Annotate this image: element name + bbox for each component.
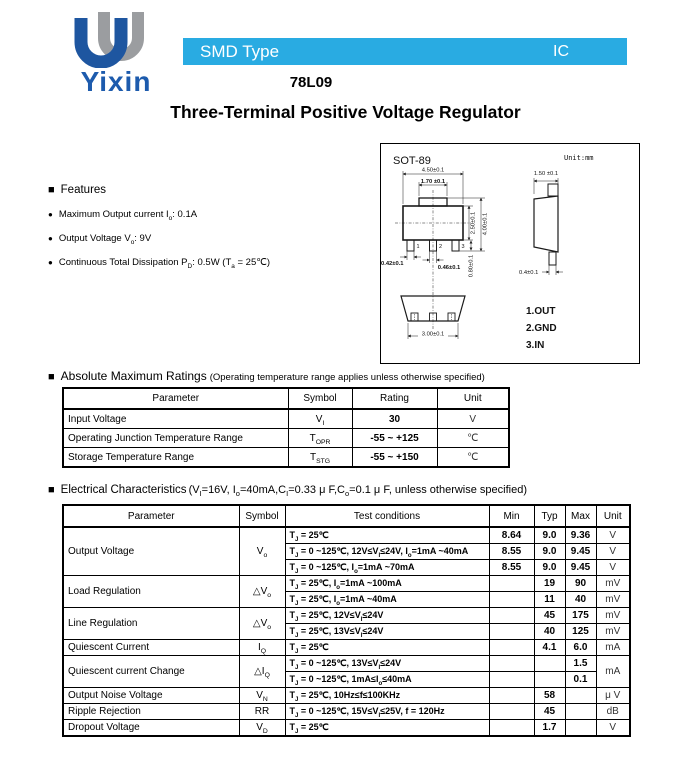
max-cell: 9.36 — [565, 527, 596, 544]
lead1 — [407, 240, 414, 251]
list-item — [48, 209, 378, 220]
amr-heading-note: (Operating temperature range applies unless otherwise specified) — [209, 372, 485, 383]
col-typ: Typ — [534, 505, 565, 527]
symbol-cell: $\triangle V_o$ — [239, 608, 285, 640]
dim-top-width: 4.50±0.1 — [421, 167, 445, 174]
min-cell: 8.64 — [489, 527, 534, 544]
param-cell: Input Voltage — [63, 409, 288, 429]
param-cell: Line Regulation — [63, 608, 239, 640]
max-cell — [565, 704, 596, 720]
side-tab — [548, 184, 558, 196]
rating-cell: -55 ~ +150 — [352, 448, 437, 468]
unit-cell: V — [596, 720, 630, 737]
package-drawing-icon — [381, 144, 637, 361]
electrical-characteristics-table — [62, 504, 631, 737]
param-cell: Output Voltage — [63, 527, 239, 576]
table-row — [63, 640, 630, 656]
unit-cell: mV — [596, 576, 630, 592]
typ-cell: 58 — [534, 688, 565, 704]
param-cell: Quiescent Current — [63, 640, 239, 656]
cond-cell: $T_J = 0$ ~125℃, $I_o=1mA$ ~70mA — [285, 560, 489, 576]
table-row — [63, 704, 630, 720]
ec-heading-label: Electrical Characteristics — [60, 484, 187, 496]
typ-cell: 40 — [534, 624, 565, 640]
col-symbol: Symbol — [239, 505, 285, 527]
cond-cell: $T_J$ = 25℃ — [285, 640, 489, 656]
symbol-cell: $I_Q$ — [239, 640, 285, 656]
dim-center-lead-width: 0.46±0.1 — [437, 265, 461, 271]
param-cell: Quiescent current Change — [63, 656, 239, 688]
symbol-cell: $\triangle V_o$ — [239, 576, 285, 608]
unit-cell: dB — [596, 704, 630, 720]
cond-cell: $T_J = 0$ ~125℃, $1mA\le I_o\le 40mA$ — [285, 672, 489, 688]
table-row — [63, 720, 630, 737]
symbol-cell: $V_o$ — [239, 527, 285, 576]
min-cell — [489, 704, 534, 720]
typ-cell: 45 — [534, 704, 565, 720]
header-banner — [183, 38, 627, 65]
param-cell: Operating Junction Temperature Range — [63, 429, 288, 448]
lead3 — [452, 240, 459, 251]
table-header-row — [63, 388, 509, 409]
unit-cell: V — [596, 560, 630, 576]
max-cell: 90 — [565, 576, 596, 592]
max-cell: 125 — [565, 624, 596, 640]
symbol-cell: $T_{OPR}$ — [288, 429, 352, 448]
symbol-cell: $V_I$ — [288, 409, 352, 429]
unit-cell: mV — [596, 608, 630, 624]
dim-bottom-width: 3.00±0.1 — [421, 331, 445, 338]
table-header-row — [63, 505, 630, 527]
param-cell: Storage Temperature Range — [63, 448, 288, 468]
package-diagram — [380, 143, 640, 364]
unit-cell: mA — [596, 640, 630, 656]
logo-wordmark: Yixin — [80, 66, 152, 97]
side-body — [534, 196, 558, 252]
cond-cell: $T_J$ = 25℃, $I_o=1mA$ ~100mA — [285, 576, 489, 592]
max-cell: 0.1 — [565, 672, 596, 688]
table-row — [63, 448, 509, 468]
col-unit: Unit — [596, 505, 630, 527]
cond-cell: $T_J = 0$ ~125℃, $13V\le V_I\le 24V$ — [285, 656, 489, 672]
features-heading — [48, 184, 378, 196]
max-cell: 9.45 — [565, 560, 596, 576]
feature-text: Continuous Total Dissipation $P_D$: 0.5W ($T_a$ = 25℃) — [58, 257, 271, 270]
section-square-icon: ■ — [48, 371, 55, 383]
typ-cell: 1.7 — [534, 720, 565, 737]
typ-cell — [534, 656, 565, 672]
typ-cell: 9.0 — [534, 560, 565, 576]
ec-heading-note: ($V_I=16V$, $I_o=40mA,C_I=0.33$ μ $F,C_o=0.1$ μ F, unless otherwise specified) — [188, 484, 527, 499]
table-row — [63, 527, 630, 544]
feature-text: Output Voltage $V_o$: 9V — [58, 233, 152, 246]
package-name: SOT-89 — [393, 155, 431, 167]
symbol-cell: $V_D$ — [239, 720, 285, 737]
section-square-icon: ■ — [48, 184, 55, 196]
min-cell — [489, 720, 534, 737]
table-row — [63, 429, 509, 448]
param-cell: Dropout Voltage — [63, 720, 239, 737]
bullet-icon: ● — [48, 234, 53, 243]
unit-cell: ℃ — [437, 429, 509, 448]
min-cell — [489, 640, 534, 656]
cond-cell: $T_J$ = 25℃ — [285, 527, 489, 544]
cond-cell: $T_J = 0$ ~125℃, $15V\le V_I\le 25V$, f = 120Hz — [285, 704, 489, 720]
max-cell: 9.45 — [565, 544, 596, 560]
min-cell — [489, 592, 534, 608]
dim-lead-length: 0.80±0.1 — [468, 254, 475, 278]
pin-number: 3 — [461, 244, 465, 250]
pin-number: 2 — [439, 244, 443, 250]
max-cell — [565, 688, 596, 704]
yixin-logo-icon — [59, 8, 174, 68]
list-item — [48, 233, 378, 244]
unit-cell: mV — [596, 624, 630, 640]
pin-assignment: 2.GND — [526, 323, 557, 334]
cond-cell: $T_J$ = 25℃, $12V\le V_I\le 24V$ — [285, 608, 489, 624]
min-cell — [489, 672, 534, 688]
pin-number: 1 — [416, 244, 420, 250]
param-cell: Load Regulation — [63, 576, 239, 608]
rating-cell: -55 ~ +125 — [352, 429, 437, 448]
bullet-icon: ● — [48, 258, 53, 267]
banner-ic-label: IC — [553, 42, 569, 60]
dim-lead-width: 0.42±0.1 — [381, 261, 404, 267]
col-test-conditions: Test conditions — [285, 505, 489, 527]
ec-heading — [48, 484, 527, 499]
typ-cell: 9.0 — [534, 544, 565, 560]
dim-side-width: 1.50 ±0.1 — [533, 171, 559, 177]
col-unit: Unit — [437, 388, 509, 409]
col-min: Min — [489, 505, 534, 527]
bullet-icon: ● — [48, 210, 53, 219]
symbol-cell: $V_N$ — [239, 688, 285, 704]
typ-cell: 11 — [534, 592, 565, 608]
param-cell: Output Noise Voltage — [63, 688, 239, 704]
table-row — [63, 608, 630, 624]
unit-cell: V — [596, 527, 630, 544]
min-cell — [489, 688, 534, 704]
unit-cell: mA — [596, 656, 630, 688]
table-row — [63, 688, 630, 704]
max-cell: 6.0 — [565, 640, 596, 656]
min-cell: 8.55 — [489, 560, 534, 576]
symbol-cell: RR — [239, 704, 285, 720]
symbol-cell: $T_{STG}$ — [288, 448, 352, 468]
unit-cell: μ V — [596, 688, 630, 704]
unit-cell: V — [437, 409, 509, 429]
typ-cell: 45 — [534, 608, 565, 624]
dim-total-height: 4.00±0.1 — [482, 212, 489, 236]
min-cell: 8.55 — [489, 544, 534, 560]
feature-text: Maximum Output current $I_o$: 0.1A — [58, 209, 198, 222]
part-number: 78L09 — [289, 74, 333, 91]
typ-cell — [534, 672, 565, 688]
table-row — [63, 576, 630, 592]
max-cell: 1.5 — [565, 656, 596, 672]
section-square-icon: ■ — [48, 484, 55, 496]
table-row — [63, 409, 509, 429]
page-title: Three-Terminal Positive Voltage Regulator — [170, 102, 521, 122]
col-max: Max — [565, 505, 596, 527]
side-lead — [549, 252, 556, 265]
cond-cell: $T_J$ = 25℃, 10Hz≤f≤100KHz — [285, 688, 489, 704]
dim-lead-thickness: 0.4±0.1 — [519, 270, 539, 276]
col-parameter: Parameter — [63, 505, 239, 527]
col-rating: Rating — [352, 388, 437, 409]
unit-note: Unit:mm — [564, 154, 594, 162]
cond-cell: $T_J$ = 25℃ — [285, 720, 489, 737]
dim-tab-width: 1.70 ±0.1 — [420, 179, 446, 185]
banner-smd-type-label: SMD Type — [200, 41, 280, 61]
pin-assignment: 1.OUT — [526, 306, 556, 317]
min-cell — [489, 608, 534, 624]
min-cell — [489, 624, 534, 640]
features-heading-label: Features — [60, 184, 107, 196]
features-section — [48, 184, 378, 268]
unit-cell: V — [596, 544, 630, 560]
table-row — [63, 656, 630, 672]
min-cell — [489, 656, 534, 672]
max-cell: 40 — [565, 592, 596, 608]
rating-cell: 30 — [352, 409, 437, 429]
min-cell — [489, 576, 534, 592]
dim-body-height: 2.50±0.1 — [470, 211, 477, 235]
max-cell — [565, 720, 596, 737]
typ-cell: 19 — [534, 576, 565, 592]
unit-cell: ℃ — [437, 448, 509, 468]
list-item — [48, 257, 378, 268]
pin-assignment: 3.IN — [526, 340, 545, 351]
col-symbol: Symbol — [288, 388, 352, 409]
cond-cell: $T_J = 0$ ~125℃, $12V\le V_I\le 24V$, $I_o=1mA$ ~40mA — [285, 544, 489, 560]
param-cell: Ripple Rejection — [63, 704, 239, 720]
amr-heading-label: Absolute Maximum Ratings — [60, 369, 207, 383]
typ-cell: 4.1 — [534, 640, 565, 656]
cond-cell: $T_J$ = 25℃, $I_o=1mA$ ~40mA — [285, 592, 489, 608]
max-cell: 175 — [565, 608, 596, 624]
col-parameter: Parameter — [63, 388, 288, 409]
amr-heading — [48, 369, 485, 383]
typ-cell: 9.0 — [534, 527, 565, 544]
unit-cell: mV — [596, 592, 630, 608]
absolute-maximum-ratings-table — [62, 387, 510, 468]
cond-cell: $T_J$ = 25℃, $13V\le V_I\le 24V$ — [285, 624, 489, 640]
symbol-cell: $\triangle I_Q$ — [239, 656, 285, 688]
